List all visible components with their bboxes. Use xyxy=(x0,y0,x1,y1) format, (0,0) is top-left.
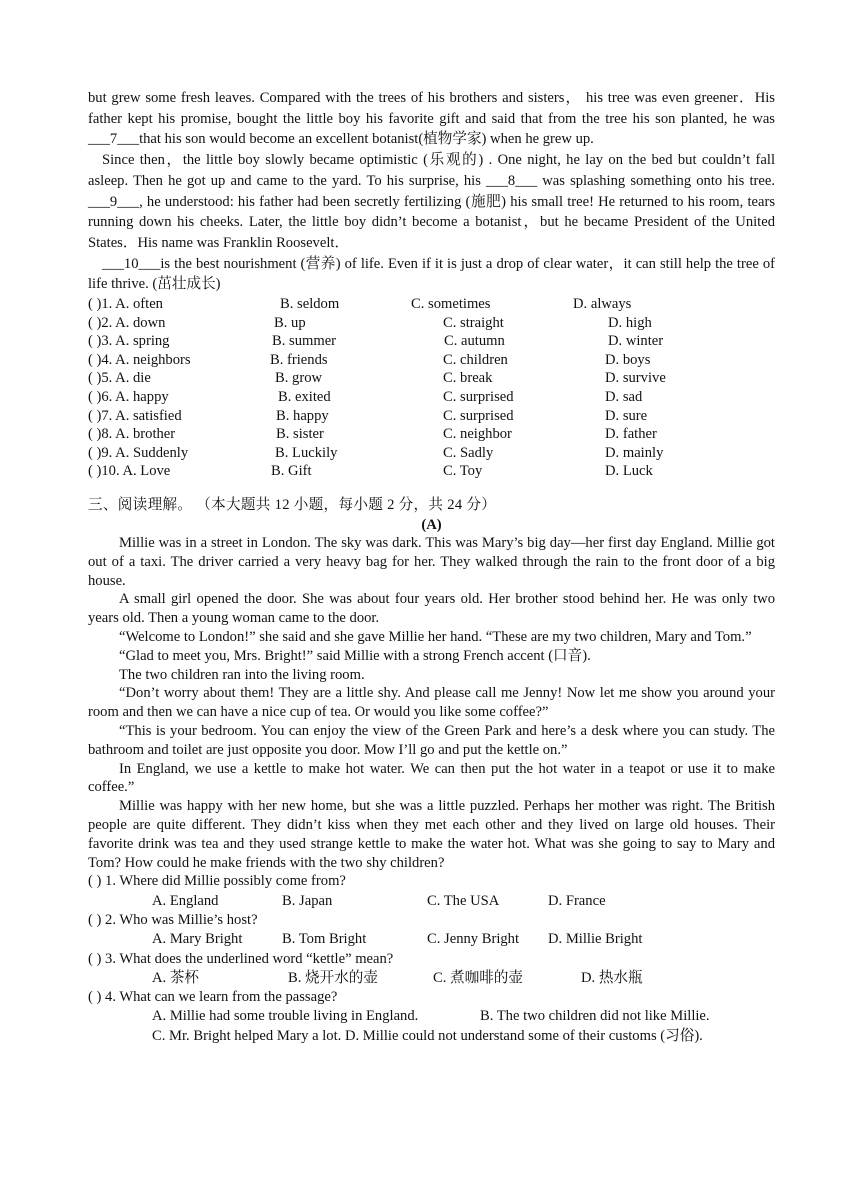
option-c: C. autumn xyxy=(444,333,505,350)
reading-paragraph: “This is your bedroom. You can enjoy the view of the Green Park and here’s a desk where you can study. The bathroom and toilet are just opposite you door. Mow I’ll go and put the kettle on.” xyxy=(88,722,775,758)
option-a: ( )6. A. happy xyxy=(88,389,169,405)
option-c: C. 煮咖啡的壶 xyxy=(433,969,523,986)
reading-paragraph: “Glad to meet you, Mrs. Bright!” said Millie with a strong French accent (口音). xyxy=(119,647,591,664)
question-options-4b xyxy=(88,1027,775,1046)
option-a: ( )5. A. die xyxy=(88,370,151,387)
option-a: ( )7. A. satisfied xyxy=(88,407,182,424)
option-row-9 xyxy=(88,444,775,463)
option-c: C. Mr. Bright helped Mary a lot. D. Millie could not understand some of their customs (习俗). xyxy=(152,1027,703,1044)
option-d: D. mainly xyxy=(605,444,664,461)
option-b: B. Luckily xyxy=(275,444,338,461)
reading-paragraph: “Don’t worry about them! They are a little shy. And please call me Jenny! Now let me show you around your room and then we can have a nice cup of tea. Or would you like some coffee?” xyxy=(88,685,775,721)
option-d: D. sure xyxy=(605,407,648,424)
option-b: B. sister xyxy=(276,426,324,443)
option-b: B. exited xyxy=(278,389,331,405)
reading-paragraph: In England, we use a kettle to make hot water. We can then put the hot water in a teapot or use it to make coffee.” xyxy=(88,760,775,796)
option-b: B. Japan xyxy=(282,892,333,909)
option-row-10 xyxy=(88,462,775,481)
option-b: B. Gift xyxy=(271,463,312,480)
cloze-options xyxy=(88,295,775,481)
option-b: B. friends xyxy=(270,351,328,368)
option-c: C. break xyxy=(443,370,493,387)
option-row-5 xyxy=(88,369,775,388)
option-d: D. boys xyxy=(605,351,651,368)
option-b: B. seldom xyxy=(280,296,340,313)
option-d: D. father xyxy=(605,426,657,443)
reading-paragraph: “Welcome to London!” she said and she gave Millie her hand. “These are my two children, Mary and Tom.” xyxy=(119,628,752,645)
option-row-6 xyxy=(88,388,775,407)
option-row-7 xyxy=(88,407,775,426)
document-page xyxy=(88,88,775,1046)
question-stem-1 xyxy=(88,872,775,891)
option-c: C. surprised xyxy=(443,407,514,424)
reading-questions xyxy=(88,872,775,1046)
option-d: D. 热水瓶 xyxy=(581,969,643,986)
question-stem-3 xyxy=(88,950,775,969)
reading-paragraph: Millie was happy with her new home, but she was a little puzzled. Perhaps her mother was right. The British people are quite different. They didn’t kiss when they met each other and they lived on large old houses. Their favorite drink was tea and they used strange kettle to make the water hot. What was she going to say to Mary and Tom? How could he make friends with the two shy children? xyxy=(88,798,775,871)
question-options-3 xyxy=(88,969,775,988)
option-b: B. 烧开水的壶 xyxy=(288,969,378,986)
question-stem-4 xyxy=(88,988,775,1007)
option-row-1 xyxy=(88,295,775,314)
option-c: C. children xyxy=(443,351,508,368)
option-a: ( )1. A. often xyxy=(88,296,163,313)
option-d: D. Luck xyxy=(605,463,653,480)
option-c: C. Jenny Bright xyxy=(427,931,520,948)
option-b: B. up xyxy=(274,314,306,331)
question-options-2 xyxy=(88,930,775,949)
option-a: ( )8. A. brother xyxy=(88,426,176,443)
cloze-paragraph-3: ___10___is the best nourishment (营养) of life. Even if it is just a drop of clear water，it can still help the tree of life thrive. (茁壮成长) xyxy=(88,255,775,293)
option-c: C. Toy xyxy=(443,463,483,480)
option-d: D. Millie Bright xyxy=(548,931,643,948)
option-a: ( )3. A. spring xyxy=(88,333,170,350)
option-a: ( )9. A. Suddenly xyxy=(88,444,189,461)
option-d: D. survive xyxy=(605,370,666,387)
question-options-1 xyxy=(88,892,775,911)
option-a: A. England xyxy=(152,892,219,909)
option-row-8 xyxy=(88,425,775,444)
option-d: D. high xyxy=(608,314,652,331)
option-a: A. Millie had some trouble living in England. xyxy=(152,1008,419,1025)
option-c: C. Sadly xyxy=(443,444,494,461)
question-text: ( ) 4. What can we learn from the passage? xyxy=(88,989,338,1006)
option-b: B. The two children did not like Millie. xyxy=(480,1008,710,1025)
reading-paragraph: Millie was in a street in London. The sky was dark. This was Mary’s big day—her first day England. Millie got out of a taxi. The driver carried a very heavy bag for her. They walked through the rain to the front door of a big house. xyxy=(88,534,775,589)
option-c: C. straight xyxy=(443,314,504,331)
section-heading: 三、阅读理解。 （本大题共 12 小题，每小题 2 分，共 24 分） xyxy=(88,496,497,513)
option-c: C. surprised xyxy=(443,389,514,405)
cloze-paragraph-2: Since then，the little boy slowly became optimistic (乐观的) . One night, he lay on the bed but couldn’t fall asleep. Then he got up and came to the yard. To his surprise, his ___8___ was splashing something onto his tree. ___9___, he understood: his father had been secretly fertilizing (施肥) his small tree! He returned to his room, tears running down his cheeks. Later, the little boy didn’t become a botanist，but he became President of the United States．His name was Franklin Roosevelt． xyxy=(88,152,775,251)
question-text: ( ) 2. Who was Millie’s host? xyxy=(88,911,258,928)
option-row-4 xyxy=(88,351,775,370)
option-a: A. 茶杯 xyxy=(152,969,200,986)
option-a: ( )4. A. neighbors xyxy=(88,351,191,368)
option-b: B. grow xyxy=(275,370,323,387)
option-row-2 xyxy=(88,314,775,333)
question-stem-2 xyxy=(88,911,775,930)
option-a: ( )10. A. Love xyxy=(88,463,171,480)
option-b: B. Tom Bright xyxy=(282,931,367,948)
option-d: D. sad xyxy=(605,389,643,405)
option-b: B. summer xyxy=(272,333,337,350)
option-d: D. always xyxy=(573,296,632,313)
reading-paragraph: A small girl opened the door. She was about four years old. Her brother stood behind her. He was only two years old. Then a young woman came to the door. xyxy=(88,591,775,627)
option-d: D. winter xyxy=(608,333,664,350)
question-options-4 xyxy=(88,1007,775,1026)
reading-paragraph: The two children ran into the living room. xyxy=(119,666,365,683)
option-c: C. sometimes xyxy=(411,296,491,313)
cloze-paragraph-1: but grew some fresh leaves. Compared with the trees of his brothers and sisters， his tree was even greener．His father kept his promise, bought the little boy his favorite gift and said that from the tree his son planted, he was ___7___that his son would become an excellent botanist(植物学家) when he grew up. xyxy=(88,90,775,148)
option-a: A. Mary Bright xyxy=(152,931,243,948)
option-c: C. The USA xyxy=(427,892,500,909)
question-text: ( ) 3. What does the underlined word “kettle” mean? xyxy=(88,950,394,967)
option-row-3 xyxy=(88,332,775,351)
option-c: C. neighbor xyxy=(443,426,512,443)
option-b: B. happy xyxy=(276,407,329,424)
passage-label: (A) xyxy=(421,516,442,533)
option-a: ( )2. A. down xyxy=(88,314,166,331)
option-d: D. France xyxy=(548,892,606,909)
question-text: ( ) 1. Where did Millie possibly come from? xyxy=(88,873,346,890)
